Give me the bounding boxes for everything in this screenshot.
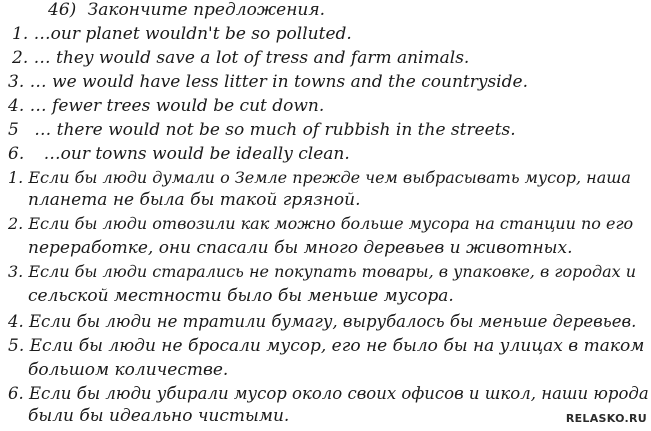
translation-line: Если бы люди отвозили как можно больше мусора на станции по его — [28, 214, 634, 233]
answer-text: …our towns would be ideally clean. — [43, 144, 350, 164]
russian-translation-2 — [8, 212, 633, 236]
answer-number: 6. — [8, 144, 25, 164]
translation-line: Если бы люди не тратили бумагу, вырубалось бы меньше деревьев. — [29, 312, 637, 331]
translation-number: 3. — [8, 262, 24, 281]
translation-number: 4. — [8, 312, 24, 331]
translation-line: Если бы люди думали о Земле прежде чем выбрасывать мусор, наша — [28, 168, 631, 187]
exercise-title: Закончите предложения. — [87, 0, 326, 20]
translation-line: большом количестве. — [28, 360, 229, 380]
russian-translation-6-cont — [28, 404, 289, 428]
site-watermark: RELASKO.RU — [565, 412, 647, 425]
answer-text: … we would have less litter in towns and the countryside. — [29, 72, 528, 92]
translation-number: 5. — [8, 336, 25, 356]
russian-translation-5-cont — [28, 358, 228, 382]
russian-translation-4 — [8, 310, 636, 334]
answer-text: … there would not be so much of rubbish in the streets. — [34, 120, 516, 140]
translation-number: 2. — [8, 214, 24, 233]
answer-text: … they would save a lot of tress and farm animals. — [33, 48, 470, 68]
answer-number: 2. — [12, 48, 29, 68]
english-answer-3 — [8, 70, 528, 94]
english-answer-5 — [8, 118, 516, 142]
russian-translation-6 — [8, 382, 649, 406]
answer-number: 3. — [8, 72, 25, 92]
answer-number: 5 — [8, 120, 19, 140]
exercise-heading — [48, 0, 325, 22]
translation-number: 1. — [8, 168, 24, 187]
russian-translation-2-cont — [28, 236, 573, 260]
translation-line: Если бы люди убирали мусор около своих офисов и школ, наши юрода — [29, 384, 649, 403]
russian-translation-3 — [8, 260, 636, 284]
translation-line: Если бы люди старались не покупать товары, в упаковке, в городах и — [28, 262, 637, 281]
english-answer-6 — [8, 142, 350, 166]
translation-line: Если бы люди не бросали мусор, его не было бы на улицах в таком — [29, 336, 645, 356]
russian-translation-3-cont — [28, 284, 454, 308]
answer-number: 4. — [8, 96, 25, 116]
answer-text: …our planet wouldn't be so polluted. — [33, 24, 352, 44]
answer-number: 1. — [12, 24, 29, 44]
translation-line: сельской местности было бы меньше мусора. — [28, 286, 454, 306]
translation-line: переработке, они спасали бы много деревьев и животных. — [28, 238, 573, 258]
russian-translation-1-cont — [28, 188, 360, 212]
russian-translation-1 — [8, 166, 631, 190]
translation-line: планета не была бы такой грязной. — [28, 190, 361, 210]
answer-text: … fewer trees would be cut down. — [29, 96, 325, 116]
english-answer-4 — [8, 94, 324, 118]
russian-translation-5 — [8, 334, 644, 358]
english-answer-1 — [12, 22, 352, 46]
translation-line: были бы идеально чистыми. — [28, 406, 290, 426]
translation-number: 6. — [8, 384, 24, 403]
english-answer-2 — [12, 46, 469, 70]
exercise-number: 46) — [48, 0, 77, 20]
